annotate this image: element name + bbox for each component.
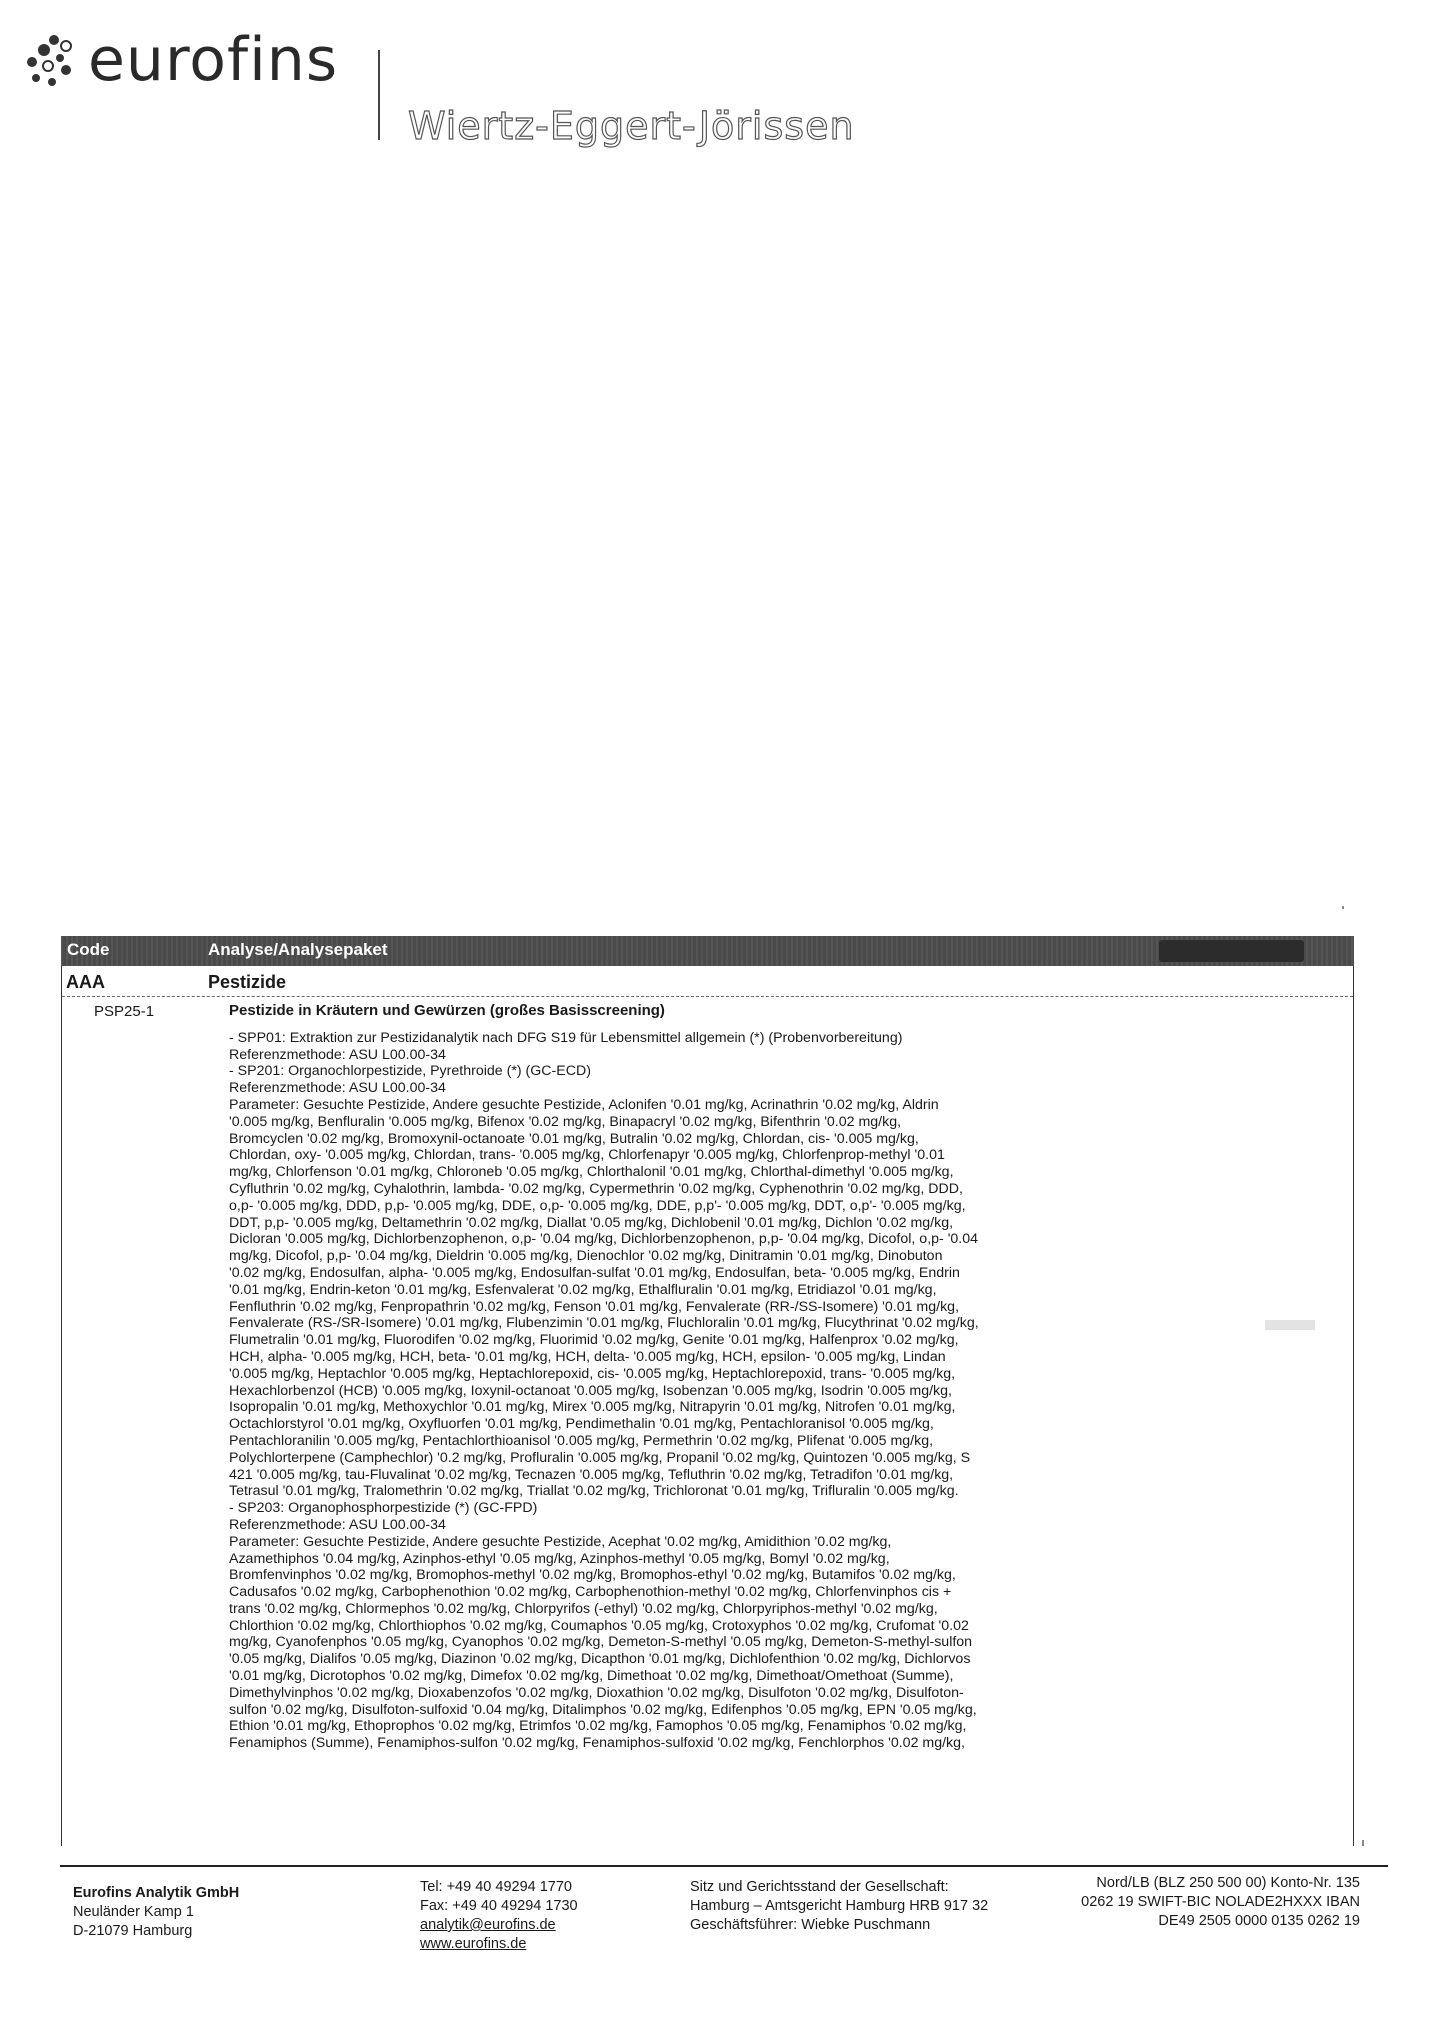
legal-line-2: Hamburg – Amtsgericht Hamburg HRB 917 32 [690, 1898, 989, 1914]
company-street: Neuländer Kamp 1 [73, 1904, 194, 1920]
item-line: '0.02 mg/kg, Endosulfan, alpha- '0.005 mg/kg, Endosulfan-sulfat '0.01 mg/kg, Endosulfan, beta- '0.005 mg/kg, Endrin [229, 1264, 960, 1281]
item-line: Dicloran '0.005 mg/kg, Dichlorbenzophenon, o,p- '0.04 mg/kg, Dichlorbenzophenon, p,p- '0.04 mg/kg, Dicofol, o,p- '0.04 [229, 1231, 979, 1248]
item-line: sulfon '0.02 mg/kg, Disulfoton-sulfoxid '0.04 mg/kg, Ditalimphos '0.02 mg/kg, Edifenphos '0.05 mg/kg, EPN '0.05 mg/kg, [229, 1701, 977, 1718]
category-name: Pestizide [208, 972, 287, 992]
table-body [61, 966, 1354, 1846]
company-name: Eurofins Analytik GmbH [73, 1885, 240, 1901]
item-line: Ethion '0.01 mg/kg, Ethoprophos '0.02 mg/kg, Etrimfos '0.02 mg/kg, Famophos '0.05 mg/kg, Fenamiphos '0.02 mg/kg, [229, 1718, 967, 1735]
bank-line-1: Nord/LB (BLZ 250 500 00) Konto-Nr. 135 [1096, 1875, 1360, 1891]
bank-line-2: 0262 19 SWIFT-BIC NOLADE2HXXX IBAN [1081, 1894, 1360, 1910]
bank-line-3: DE49 2505 0000 0135 0262 19 [1158, 1913, 1360, 1929]
item-line: - SP203: Organophosphorpestizide (*) (GC-FPD) [229, 1500, 538, 1517]
item-line: Dimethylvinphos '0.02 mg/kg, Dioxabenzofos '0.02 mg/kg, Dioxathion '0.02 mg/kg, Disulfoton '0.02 mg/kg, Disulfoton- [229, 1684, 964, 1701]
item-line: Pentachloranilin '0.005 mg/kg, Pentachlorthioanisol '0.005 mg/kg, Permethrin '0.02 mg/kg, Plifenat '0.005 mg/kg, [229, 1432, 934, 1449]
category-code: AAA [66, 972, 105, 992]
item-line: HCH, alpha- '0.005 mg/kg, HCH, beta- '0.01 mg/kg, HCH, delta- '0.005 mg/kg, HCH, epsilon- '0.005 mg/kg, Lindan [229, 1348, 946, 1365]
analysis-table [61, 936, 1354, 1846]
item-line: Chlordan, oxy- '0.005 mg/kg, Chlordan, trans- '0.005 mg/kg, Chlorfenapyr '0.005 mg/kg, Chlorfenprop-methyl '0.01 [229, 1147, 945, 1164]
item-lines [229, 1030, 1149, 1752]
item-line: Isopropalin '0.01 mg/kg, Methoxychlor '0.01 mg/kg, Mirex '0.005 mg/kg, Nitrapyrin '0.01 mg/kg, Nitrofen '0.01 mg/kg, [229, 1399, 956, 1416]
company-city: D-21079 Hamburg [73, 1923, 193, 1939]
logo-text: eurofins [88, 25, 339, 95]
item-line: Parameter: Gesuchte Pestizide, Andere gesuchte Pestizide, Acephat '0.02 mg/kg, Amidithion '0.02 mg/kg, [229, 1533, 892, 1550]
eurofins-dots-icon [22, 32, 78, 88]
footer-company [73, 1884, 239, 1941]
scan-speck [1362, 1840, 1364, 1846]
item-line: Octachlorstyrol '0.01 mg/kg, Oxyfluorfen '0.01 mg/kg, Pendimethalin '0.01 mg/kg, Pentachloranisol '0.005 mg/kg, [229, 1416, 934, 1433]
item-line: Referenzmethode: ASU L00.00-34 [229, 1046, 446, 1063]
footer-contact [420, 1878, 578, 1954]
scan-speck [1265, 1320, 1315, 1330]
item-line: '0.01 mg/kg, Endrin-keton '0.01 mg/kg, Esfenvalerat '0.02 mg/kg, Ethalfluralin '0.01 mg/kg, Etridiazol '0.01 mg/kg, [229, 1281, 937, 1298]
logo-divider [378, 50, 380, 140]
item-line: mg/kg, Chlorfenson '0.01 mg/kg, Chloroneb '0.05 mg/kg, Chlorthalonil '0.01 mg/kg, Chlorthal-dimethyl '0.005 mg/kg, [229, 1164, 954, 1181]
item-description [229, 1003, 1149, 1752]
contact-fax: Fax: +49 40 49294 1730 [420, 1898, 578, 1914]
table-header [61, 936, 1354, 966]
item-line: Fenfluthrin '0.02 mg/kg, Fenpropathrin '0.02 mg/kg, Fenson '0.01 mg/kg, Fenvalerate (RR-/SS-Isomere) '0.01 mg/kg, [229, 1298, 960, 1315]
item-line: - SPP01: Extraktion zur Pestizidanalytik nach DFG S19 für Lebensmittel allgemein (*) (Probenvorbereitung) [229, 1029, 903, 1046]
col-header-analysis: Analyse/Analysepaket [208, 940, 388, 959]
item-line: Fenvalerate (RS-/SR-Isomere) '0.01 mg/kg, Flubenzimin '0.01 mg/kg, Fluchloralin '0.01 mg/kg, Flucythrinat '0.02 mg/kg, [229, 1315, 979, 1332]
legal-line-1: Sitz und Gerichtsstand der Gesellschaft: [690, 1879, 949, 1895]
item-line: mg/kg, Cyanofenphos '0.05 mg/kg, Cyanophos '0.02 mg/kg, Demeton-S-methyl '0.05 mg/kg, Demeton-S-methyl-sulfon [229, 1634, 973, 1651]
item-line: Referenzmethode: ASU L00.00-34 [229, 1080, 446, 1097]
footer-bank [1020, 1874, 1360, 1931]
item-line: mg/kg, Dicofol, p,p- '0.04 mg/kg, Dieldrin '0.005 mg/kg, Dienochlor '0.02 mg/kg, Dinitramin '0.01 mg/kg, Dinobuton [229, 1248, 943, 1265]
contact-tel: Tel: +49 40 49294 1770 [420, 1879, 572, 1895]
item-line: Hexachlorbenzol (HCB) '0.005 mg/kg, Ioxynil-octanoat '0.005 mg/kg, Isobenzan '0.005 mg/kg, Isodrin '0.005 mg/kg, [229, 1382, 952, 1399]
footer-legal [690, 1878, 988, 1935]
item-line: trans '0.02 mg/kg, Chlormephos '0.02 mg/kg, Chlorpyrifos (-ethyl) '0.02 mg/kg, Chlorpyriphos-methyl '0.02 mg/kg, [229, 1600, 938, 1617]
item-line: '0.005 mg/kg, Heptachlor '0.005 mg/kg, Heptachlorepoxid, cis- '0.005 mg/kg, Heptachlorepoxid, trans- '0.005 mg/kg, [229, 1365, 956, 1382]
item-line: Parameter: Gesuchte Pestizide, Andere gesuchte Pestizide, Aclonifen '0.01 mg/kg, Acrinathrin '0.02 mg/kg, Aldrin [229, 1096, 939, 1113]
item-line: Bromfenvinphos '0.02 mg/kg, Bromophos-methyl '0.02 mg/kg, Bromophos-ethyl '0.02 mg/kg, Butamifos '0.02 mg/kg, [229, 1567, 956, 1584]
subbrand-title: Wiertz-Eggert-Jörissen [408, 104, 855, 148]
item-line: Chlorthion '0.02 mg/kg, Chlorthiophos '0.02 mg/kg, Coumaphos '0.05 mg/kg, Crotoxyphos '0.02 mg/kg, Crufomat '0.02 [229, 1617, 969, 1634]
footer-divider [60, 1865, 1388, 1867]
eurofins-logo [22, 25, 339, 95]
contact-web-link[interactable]: www.eurofins.de [420, 1936, 527, 1952]
item-line: Flumetralin '0.01 mg/kg, Fluorodifen '0.02 mg/kg, Fluorimid '0.02 mg/kg, Genite '0.01 mg/kg, Halfenprox '0.02 mg/kg, [229, 1332, 959, 1349]
item-line: 421 '0.005 mg/kg, tau-Fluvalinat '0.02 mg/kg, Tecnazen '0.005 mg/kg, Tefluthrin '0.02 mg/kg, Tetradifon '0.01 mg/kg, [229, 1466, 954, 1483]
item-line: o,p- '0.005 mg/kg, DDD, p,p- '0.005 mg/kg, DDE, o,p- '0.005 mg/kg, DDE, p,p'- '0.005 mg/kg, DDT, o,p'- '0.005 mg/kg, [229, 1197, 966, 1214]
item-line: Fenamiphos (Summe), Fenamiphos-sulfon '0.02 mg/kg, Fenamiphos-sulfoxid '0.02 mg/kg, Fenchlorphos '0.02 mg/kg, [229, 1735, 965, 1752]
header-scan-smudge [1159, 940, 1304, 962]
item-line: Referenzmethode: ASU L00.00-34 [229, 1516, 446, 1533]
legal-line-3: Geschäftsführer: Wiebke Puschmann [690, 1917, 931, 1933]
item-line: Cadusafos '0.02 mg/kg, Carbophenothion '0.02 mg/kg, Carbophenothion-methyl '0.02 mg/kg, Chlorfenvinphos cis + [229, 1584, 952, 1601]
item-line: Cyfluthrin '0.02 mg/kg, Cyhalothrin, lambda- '0.02 mg/kg, Cypermethrin '0.02 mg/kg, Cyphenothrin '0.02 mg/kg, DDD, [229, 1180, 963, 1197]
item-line: Tetrasul '0.01 mg/kg, Tralomethrin '0.02 mg/kg, Triallat '0.02 mg/kg, Trichloronat '0.01 mg/kg, Trifluralin '0.005 mg/kg. [229, 1483, 959, 1500]
item-line: Polychlorterpene (Camphechlor) '0.2 mg/kg, Profluralin '0.005 mg/kg, Propanil '0.02 mg/kg, Quintozen '0.005 mg/kg, S [229, 1449, 971, 1466]
item-line: - SP201: Organochlorpestizide, Pyrethroide (*) (GC-ECD) [229, 1063, 591, 1080]
contact-email-link[interactable]: analytik@eurofins.de [420, 1917, 556, 1933]
item-line: '0.01 mg/kg, Dicrotophos '0.02 mg/kg, Dimefox '0.02 mg/kg, Dimethoat '0.02 mg/kg, Dimethoat/Omethoat (Summe), [229, 1668, 954, 1685]
item-line: DDT, p,p- '0.005 mg/kg, Deltamethrin '0.02 mg/kg, Diallat '0.05 mg/kg, Dichlobenil '0.01 mg/kg, Dichlon '0.02 mg/kg, [229, 1214, 954, 1231]
item-line: Bromcyclen '0.02 mg/kg, Bromoxynil-octanoate '0.01 mg/kg, Butralin '0.02 mg/kg, Chlordan, cis- '0.005 mg/kg, [229, 1130, 919, 1147]
item-title: Pestizide in Kräutern und Gewürzen (großes Basisscreening) [229, 1002, 665, 1019]
scan-speck [1342, 906, 1344, 909]
item-code: PSP25-1 [94, 1003, 155, 1020]
item-line: Azamethiphos '0.04 mg/kg, Azinphos-ethyl '0.05 mg/kg, Azinphos-methyl '0.05 mg/kg, Bomyl '0.02 mg/kg, [229, 1550, 890, 1567]
category-row [62, 966, 1353, 997]
col-header-code: Code [67, 940, 110, 959]
item-line: '0.05 mg/kg, Dialifos '0.05 mg/kg, Diazinon '0.02 mg/kg, Dicapthon '0.01 mg/kg, Dichlofenthion '0.02 mg/kg, Dichlorvos [229, 1651, 971, 1668]
item-line: '0.005 mg/kg, Benfluralin '0.005 mg/kg, Bifenox '0.02 mg/kg, Binapacryl '0.02 mg/kg, Bifenthrin '0.02 mg/kg, [229, 1113, 902, 1130]
